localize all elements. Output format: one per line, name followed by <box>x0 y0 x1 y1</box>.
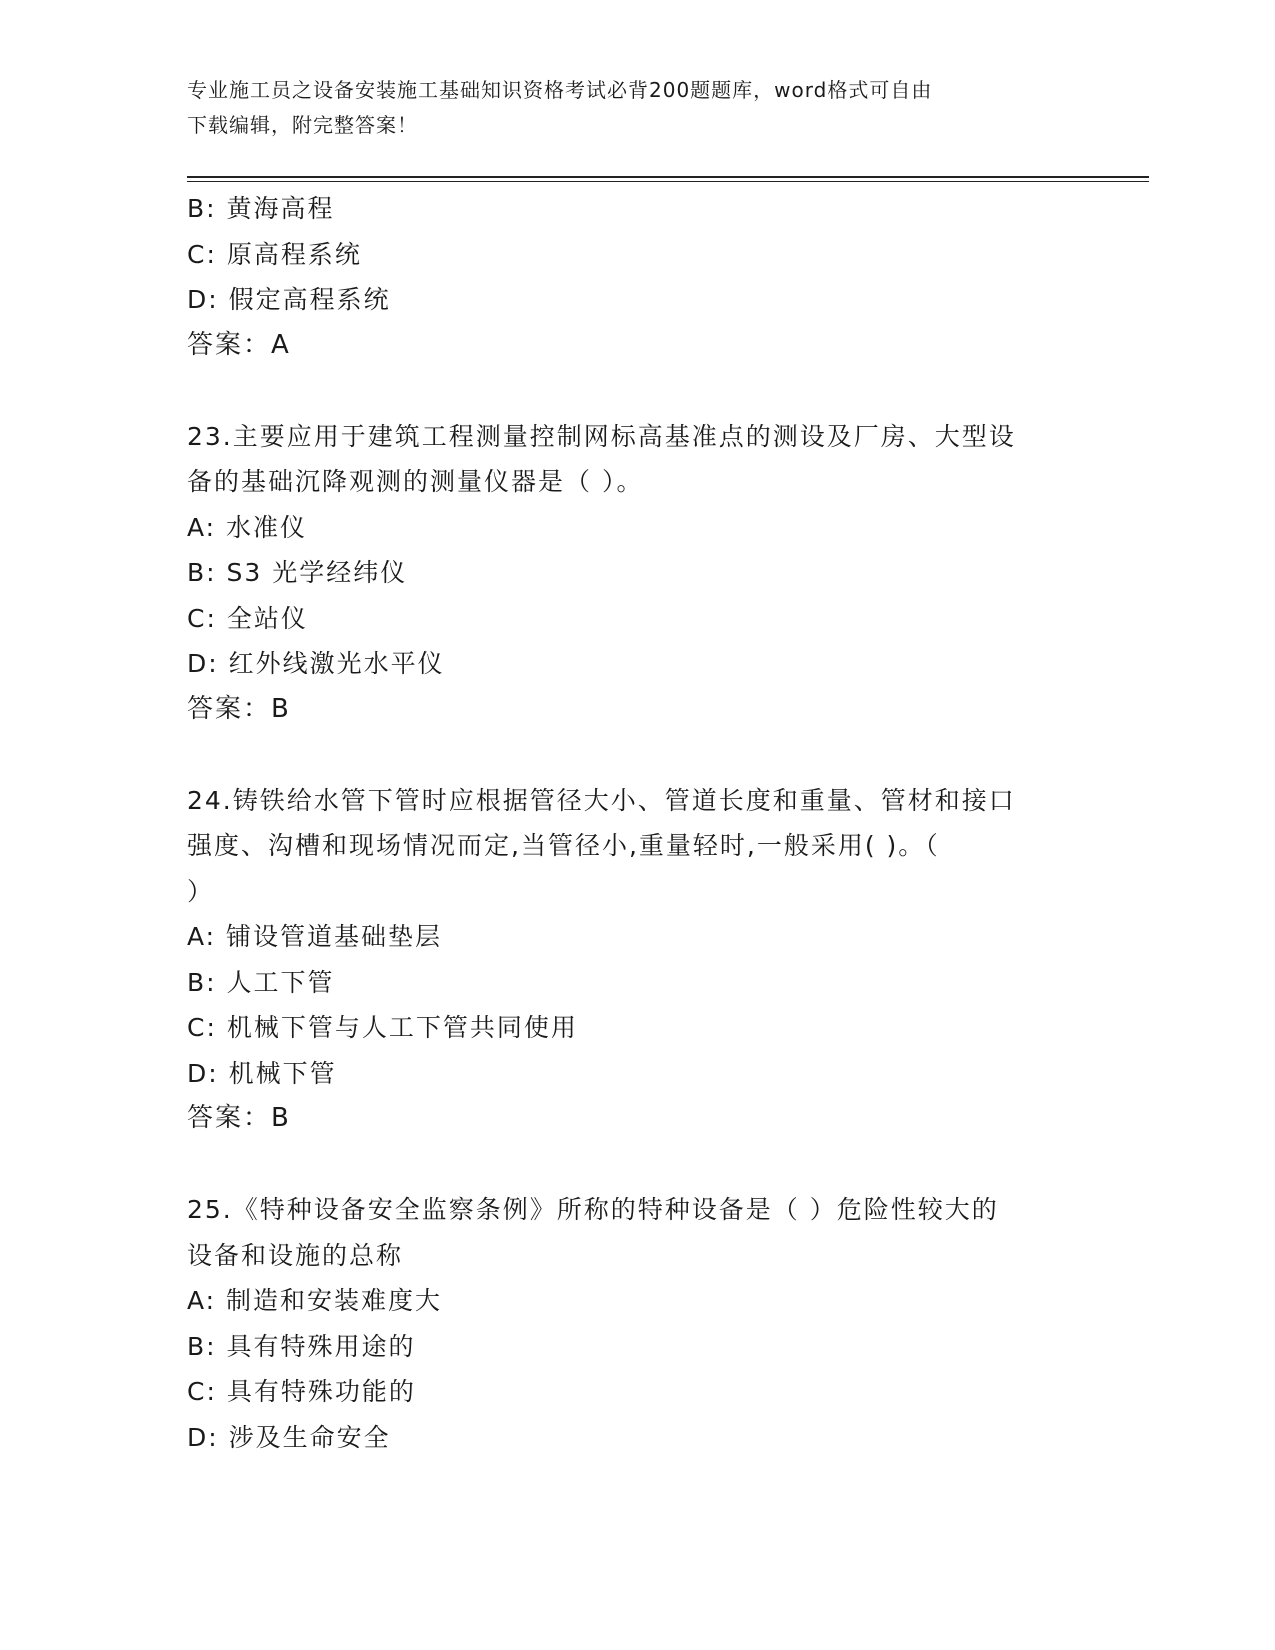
option-d: D: 假定高程系统 <box>187 285 391 314</box>
question-stem-line: 23.主要应用于建筑工程测量控制网标高基准点的测设及厂房、大型设 <box>187 421 1016 451</box>
question-24 <box>187 778 1087 1142</box>
spacer <box>187 368 1087 414</box>
question-stem-line: 备的基础沉降观测的测量仪器是（ ）。 <box>187 467 644 496</box>
question-22-continued <box>187 186 1087 368</box>
option-c: C: 原高程系统 <box>187 239 362 269</box>
option-a: A: 制造和安装难度大 <box>187 1286 443 1315</box>
option-d: D: 涉及生命安全 <box>187 1422 391 1452</box>
question-list <box>187 186 1087 1460</box>
question-23 <box>187 414 1087 733</box>
header-divider-thin <box>187 181 1149 182</box>
option-b: B: 黄海高程 <box>187 194 335 223</box>
question-stem-line: 25.《特种设备安全监察条例》所称的特种设备是（ ）危险性较大的 <box>187 1195 999 1224</box>
spacer <box>187 732 1087 778</box>
option-d: D: 机械下管 <box>187 1058 337 1088</box>
option-c: C: 具有特殊功能的 <box>187 1377 416 1406</box>
option-b: B: 人工下管 <box>187 967 335 997</box>
header-title-line-1: 专业施工员之设备安装施工基础知识资格考试必背200题题库，word格式可自由 <box>187 78 933 102</box>
spacer <box>187 1142 1087 1188</box>
option-a: A: 铺设管道基础垫层 <box>187 922 443 951</box>
header-divider-thick <box>187 176 1149 178</box>
option-b: B: S3 光学经纬仪 <box>187 558 408 587</box>
question-stem-line: 强度、沟槽和现场情况而定,当管径小,重量轻时,一般采用( )。（ <box>187 831 940 860</box>
question-25 <box>187 1187 1087 1460</box>
option-d: D: 红外线激光水平仪 <box>187 649 445 678</box>
answer-line: 答案：B <box>187 693 291 724</box>
option-b: B: 具有特殊用途的 <box>187 1331 416 1361</box>
header-title-line-2: 下载编辑，附完整答案！ <box>187 113 418 137</box>
option-c: C: 机械下管与人工下管共同使用 <box>187 1013 578 1042</box>
question-stem-line: 设备和设施的总称 <box>187 1240 404 1270</box>
question-stem-line: ） <box>187 876 215 906</box>
question-stem-line: 24.铸铁给水管下管时应根据管径大小、管道长度和重量、管材和接口 <box>187 785 1016 815</box>
answer-line: 答案：A <box>187 329 291 360</box>
document-header <box>187 73 1067 143</box>
option-c: C: 全站仪 <box>187 603 308 633</box>
option-a: A: 水准仪 <box>187 512 308 542</box>
answer-line: 答案：B <box>187 1103 291 1133</box>
